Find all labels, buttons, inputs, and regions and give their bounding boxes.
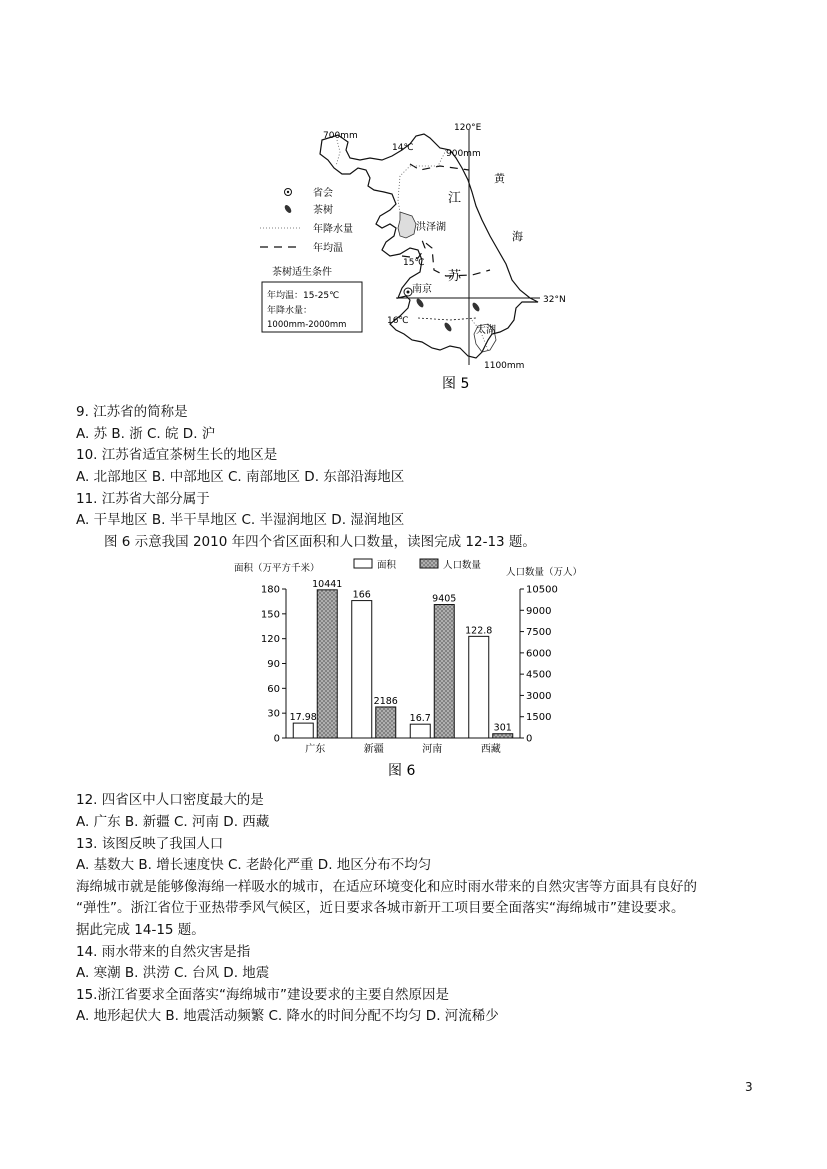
bar-area-label: 166 [352, 589, 371, 601]
map-label-16c: 16℃ [387, 316, 409, 326]
bar-area [293, 723, 313, 738]
map-label-1100mm: 1100mm [484, 361, 525, 371]
x-tick-label: 西藏 [480, 744, 501, 755]
conditions-title: 茶树适生条件 [272, 267, 332, 278]
y-tick-label: 120 [260, 634, 280, 646]
question-12-options: A. 广东 B. 新疆 C. 河南 D. 西藏 [76, 814, 270, 830]
y-tick-label: 150 [260, 609, 280, 621]
map-label-taihu: 太湖 [476, 325, 496, 336]
bar-area [410, 724, 430, 738]
map-legend [260, 186, 362, 332]
question-9: 9. 江苏省的简称是 [76, 404, 188, 420]
y2-tick-label: 4500 [526, 669, 552, 681]
legend-rainfall: 年降水量 [313, 224, 353, 235]
conditions-rain-label: 年降水量： [267, 306, 313, 316]
y-tick-label: 180 [260, 584, 280, 596]
figure-6-chart [230, 555, 583, 785]
y-tick-label: 0 [273, 733, 280, 745]
question-10: 10. 江苏省适宜茶树生长的地区是 [76, 447, 278, 463]
y2-tick-label: 10500 [526, 584, 558, 596]
legend-capital: 省会 [313, 188, 333, 199]
question-11: 11. 江苏省大部分属于 [76, 491, 210, 507]
figure-6-caption: 图 6 [388, 763, 416, 779]
y2-tick-label: 6000 [526, 648, 552, 660]
bar-area [469, 636, 489, 738]
y-tick-label: 90 [267, 659, 280, 670]
bar-population-label: 301 [493, 722, 512, 734]
map-label-nanjing: 南京 [412, 284, 432, 295]
y-tick-label: 60 [267, 683, 280, 695]
bar-population-label: 2186 [373, 695, 398, 707]
bar-area-label: 122.8 [465, 625, 493, 637]
chart-y2label: 人口数量（万人） [506, 567, 583, 578]
hongze-lake [398, 212, 416, 238]
page-number: 3 [745, 1080, 753, 1094]
isotherm-16 [418, 318, 476, 320]
map-label-lon: 120°E [454, 123, 482, 133]
isohyet-900 [398, 150, 446, 212]
y2-tick-label: 3000 [526, 690, 552, 702]
x-tick-label: 广东 [305, 744, 326, 755]
question-14: 14. 雨水带来的自然灾害是指 [76, 944, 251, 960]
question-15-options: A. 地形起伏大 B. 地震活动频繁 C. 降水的时间分配不均匀 D. 河流稀少 [76, 1008, 499, 1024]
map-label-900mm: 900mm [446, 149, 481, 159]
figure-6-intro: 图 6 示意我国 2010 年四个省区面积和人口数量，读图完成 12-13 题。 [104, 534, 536, 550]
map-label-lat: 32°N [543, 295, 566, 305]
x-tick-label: 河南 [422, 744, 443, 755]
y2-tick-label: 1500 [526, 712, 552, 724]
isohyet-700 [336, 140, 340, 166]
y2-tick-label: 9000 [526, 605, 552, 617]
bar-population [376, 707, 396, 738]
passage-line-1: 海绵城市就是能够像海绵一样吸水的城市，在适应环境变化和应时雨水带来的自然灾害等方面具有良好的 [76, 879, 697, 895]
y2-tick-label: 7500 [526, 627, 552, 639]
bar-area-label: 16.7 [409, 713, 431, 725]
bar-area [352, 601, 372, 738]
capital-marker-icon [404, 288, 412, 296]
bar-population [434, 605, 454, 738]
legend-population-swatch [420, 559, 438, 568]
tea-leaf-icon [415, 297, 425, 308]
figure-5-caption: 图 5 [442, 376, 470, 392]
legend-tea: 茶树 [313, 205, 333, 216]
map-label-jiang: 江 [448, 191, 462, 206]
question-10-options: A. 北部地区 B. 中部地区 C. 南部地区 D. 东部沿海地区 [76, 469, 405, 485]
conditions-rain-range: 1000mm-2000mm [267, 320, 347, 330]
conditions-temp: 年均温：15-25℃ [267, 291, 340, 301]
map-label-15c: 15℃ [403, 258, 425, 268]
bar-population [317, 590, 337, 738]
chart-ylabel: 面积（万平方千米） [234, 563, 320, 574]
question-9-options: A. 苏 B. 浙 C. 皖 D. 沪 [76, 426, 216, 442]
question-11-options: A. 干旱地区 B. 半干旱地区 C. 半湿润地区 D. 湿润地区 [76, 512, 405, 528]
map-label-su: 苏 [448, 269, 462, 284]
passage-line-3: 据此完成 14-15 题。 [76, 922, 205, 938]
bar-population [493, 734, 513, 738]
bar-population-label: 9405 [432, 593, 457, 605]
legend-temp: 年均温 [313, 243, 343, 254]
x-tick-label: 新疆 [363, 744, 384, 755]
bar-area-label: 17.98 [289, 712, 317, 724]
bar-population-label: 10441 [312, 578, 343, 590]
passage-line-2: “弹性”。浙江省位于亚热带季风气候区，近日要求各城市新开工项目要全面落实“海绵城市”建设要求。 [76, 900, 685, 916]
figure-5-map [250, 120, 580, 395]
question-14-options: A. 寒潮 B. 洪涝 C. 台风 D. 地震 [76, 965, 270, 981]
map-label-hongze: 洪泽湖 [416, 222, 446, 233]
capital-legend-icon [285, 189, 292, 196]
map-label-hai: 海 [512, 230, 523, 243]
tea-legend-icon [283, 204, 292, 214]
map-label-14c: 14℃ [392, 143, 414, 153]
legend-area-label: 面积 [377, 560, 397, 571]
tea-leaf-icon [471, 301, 481, 312]
map-label-700mm: 700mm [323, 131, 358, 141]
question-12: 12. 四省区中人口密度最大的是 [76, 792, 264, 808]
question-15: 15.浙江省要求全面落实“海绵城市”建设要求的主要自然原因是 [76, 987, 449, 1003]
map-label-huang: 黄 [494, 172, 505, 185]
y-tick-label: 30 [267, 708, 280, 720]
y2-tick-label: 0 [526, 733, 533, 745]
legend-population-label: 人口数量 [443, 560, 482, 571]
legend-area-swatch [354, 559, 372, 568]
tea-leaf-icon [443, 321, 453, 332]
question-13-options: A. 基数大 B. 增长速度快 C. 老龄化严重 D. 地区分布不均匀 [76, 857, 432, 873]
question-13: 13. 该图反映了我国人口 [76, 836, 224, 852]
